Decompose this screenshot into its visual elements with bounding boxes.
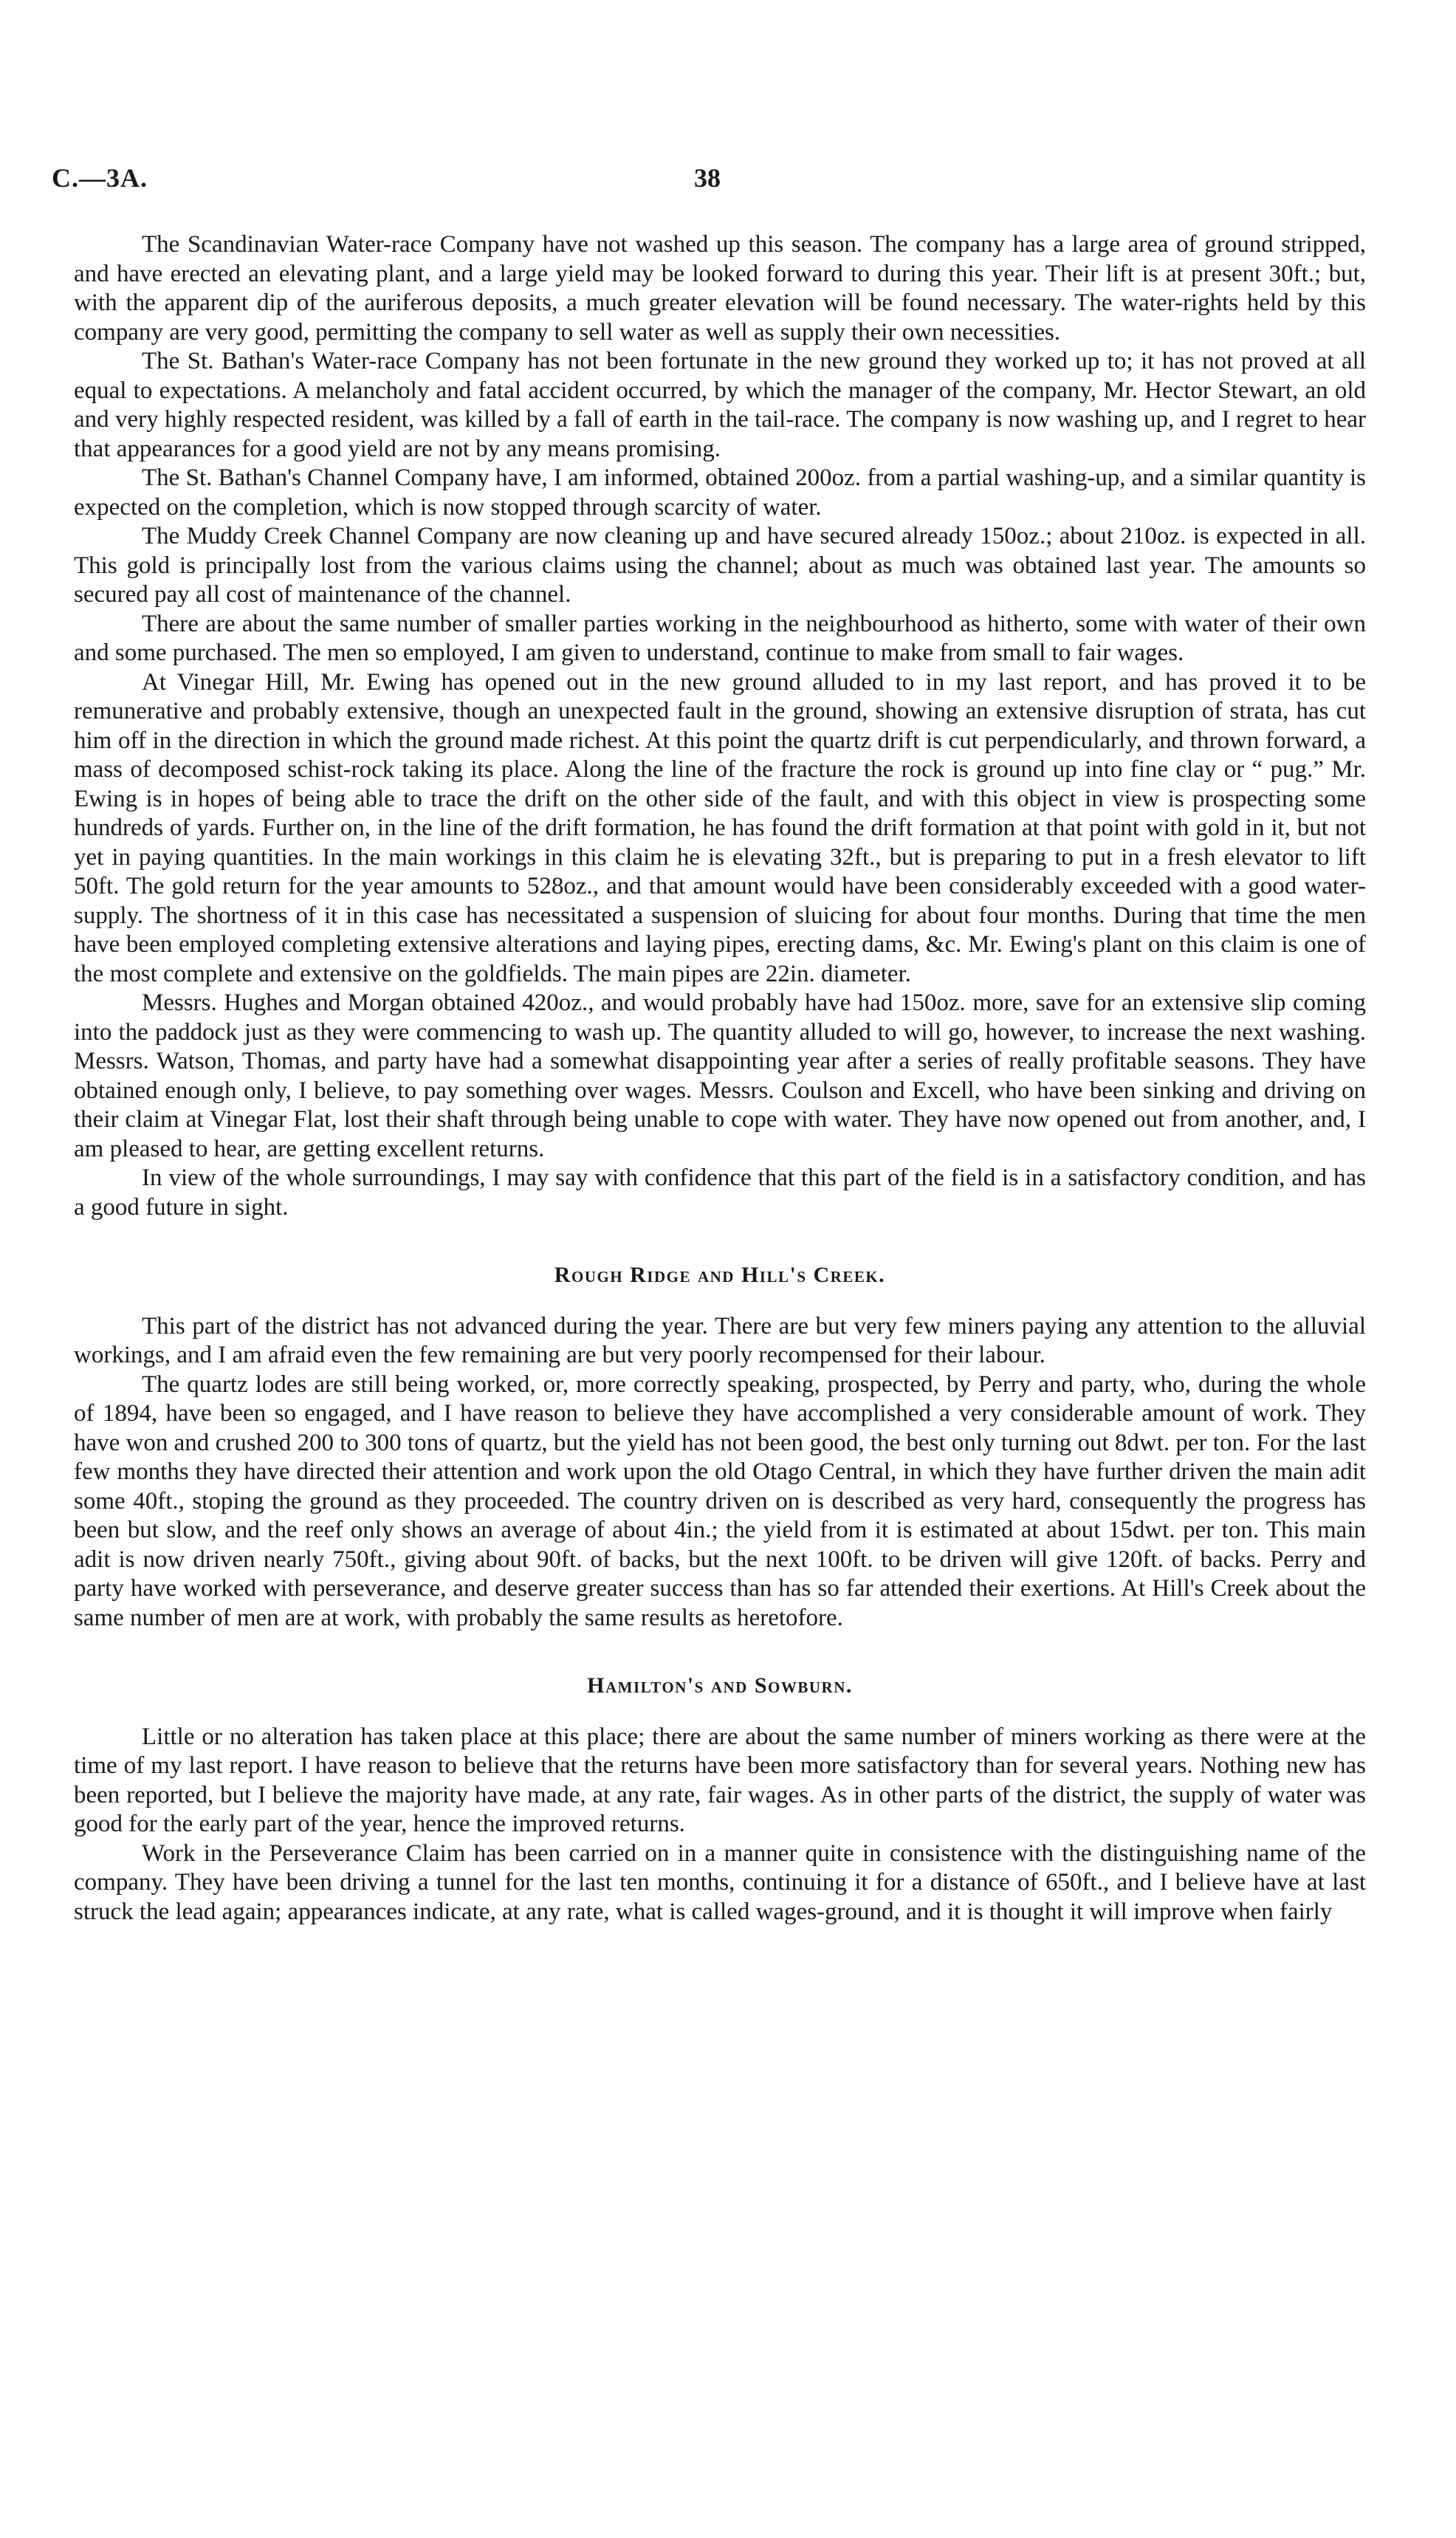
paragraph: The St. Bathan's Channel Company have, I am informed, obtained 200oz. from a partial washing-up, and a similar quantity is expected on the completion, which is now stopped through scarcity of water. (74, 464, 1366, 521)
paragraph: The Muddy Creek Channel Company are now cleaning up and have secured already 150oz.; about 210oz. is expected in all. This gold is principally lost from the various claims using the channel; about as much was obtained last year. The amounts so secured pay all cost of maintenance of the channel. (74, 523, 1366, 608)
section-heading: Hamilton's and Sowburn. (587, 1673, 853, 1698)
paragraph: The Scandinavian Water-race Company have not washed up this season. The company has a large area of ground stripped, and have erected an elevating plant, and a large yield may be looked forward to during this year. Their lift is at present 30ft.; but, with the apparent dip of the auriferous deposits, a much greater elevation will be found necessary. The water-rights held by this company are very good, permitting the company to sell water as well as supply their own necessities. (74, 231, 1366, 346)
paragraph: There are about the same number of smaller parties working in the neighbourhood as hitherto, some with water of their own and some purchased. The men so employed, I am given to understand, continue to make from small to fair wages. (74, 610, 1366, 666)
document-reference: C.—3A. (52, 163, 148, 193)
page-number: 38 (694, 163, 721, 193)
section-heading: Rough Ridge and Hill's Creek. (554, 1263, 886, 1287)
paragraph: Little or no alteration has taken place at this place; there are about the same number of miners working as there were at the time of my last report. I have reason to believe that the returns have been more satisfactory than for several years. Nothing new has been reported, but I believe the majority have made, at any rate, fair wages. As in other parts of the district, the supply of water was good for the early part of the year, hence the improved returns. (74, 1723, 1366, 1837)
paragraph: Work in the Perseverance Claim has been carried on in a manner quite in consistence with the distinguishing name of the company. They have been driving a tunnel for the last ten months, continuing it for a distance of 650ft., and I believe have at last struck the lead again; appearances indicate, at any rate, what is called wages-ground, and it is thought it will improve when fairly (74, 1839, 1366, 1925)
paragraph: The St. Bathan's Water-race Company has not been fortunate in the new ground they worked up to; it has not proved at all equal to expectations. A melancholy and fatal accident occurred, by which the manager of the company, Mr. Hector Stewart, an old and very highly respected resident, was killed by a fall of earth in the tail-race. The company is now washing up, and I regret to hear that appearances for a good yield are not by any means promising. (74, 348, 1366, 462)
paragraph: The quartz lodes are still being worked, or, more correctly speaking, prospected, by Perry and party, who, during the whole of 1894, have been so engaged, and I have reason to believe they have accomplished a very considerable amount of work. They have won and crushed 200 to 300 tons of quartz, but the yield has not been good, the best only turning out 8dwt. per ton. For the last few months they have directed their attention and work upon the old Otago Central, in which they have further driven the main adit some 40ft., stoping the ground as they proceeded. The country driven on is described as very hard, consequently the progress has been but slow, and the reef only shows an average of about 4in.; the yield from it is estimated at about 15dwt. per ton. This main adit is now driven nearly 750ft., giving about 90ft. of backs, but the next 100ft. to be driven will give 120ft. of backs. Perry and party have worked with perseverance, and deserve greater success than has so far attended their exertions. At Hill's Creek about the same number of men are at work, with probably the same results as heretofore. (74, 1371, 1366, 1631)
body-text (74, 230, 1366, 1927)
paragraph: Messrs. Hughes and Morgan obtained 420oz., and would probably have had 150oz. more, save for an extensive slip coming into the paddock just as they were commencing to wash up. The quantity alluded to will go, however, to increase the next washing. Messrs. Watson, Thomas, and party have had a somewhat disappointing year after a series of really profitable seasons. They have obtained enough only, I believe, to pay something over wages. Messrs. Coulson and Excell, who have been sinking and driving on their claim at Vinegar Flat, lost their shaft through being unable to cope with water. They have now opened out from another, and, I am pleased to hear, are getting excellent returns. (74, 990, 1366, 1162)
paragraph: In view of the whole surroundings, I may say with confidence that this part of the field is in a satisfactory condition, and has a good future in sight. (74, 1165, 1366, 1221)
paragraph: At Vinegar Hill, Mr. Ewing has opened out in the new ground alluded to in my last report, and has proved it to be remunerative and probably extensive, though an unexpected fault in the ground, showing an extensive disruption of strata, has cut him off in the direction in which the ground made richest. At this point the quartz drift is cut perpendicularly, and thrown forward, a mass of decomposed schist-rock taking its place. Along the line of the fracture the rock is ground up into fine clay or “ pug.” Mr. Ewing is in hopes of being able to trace the drift on the other side of the fault, and with this object in view is prospecting some hundreds of yards. Further on, in the line of the drift formation, he has found the drift formation at that point with gold in it, but not yet in paying quantities. In the main workings in this claim he is elevating 32ft., but is preparing to put in a fresh elevator to lift 50ft. The gold return for the year amounts to 528oz., and that amount would have been considerably exceeded with a good water-supply. The shortness of it in this case has necessitated a suspension of sluicing for about four months. During that time the men have been employed completing extensive alterations and laying pipes, erecting dams, &c. Mr. Ewing's plant on this claim is one of the most complete and extensive on the goldfields. The main pipes are 22in. diameter. (74, 668, 1366, 987)
page-header (52, 162, 1395, 207)
paragraph: This part of the district has not advanced during the year. There are but very few miners paying any attention to the alluvial workings, and I am afraid even the few remaining are but very poorly recompensed for their labour. (74, 1312, 1366, 1368)
